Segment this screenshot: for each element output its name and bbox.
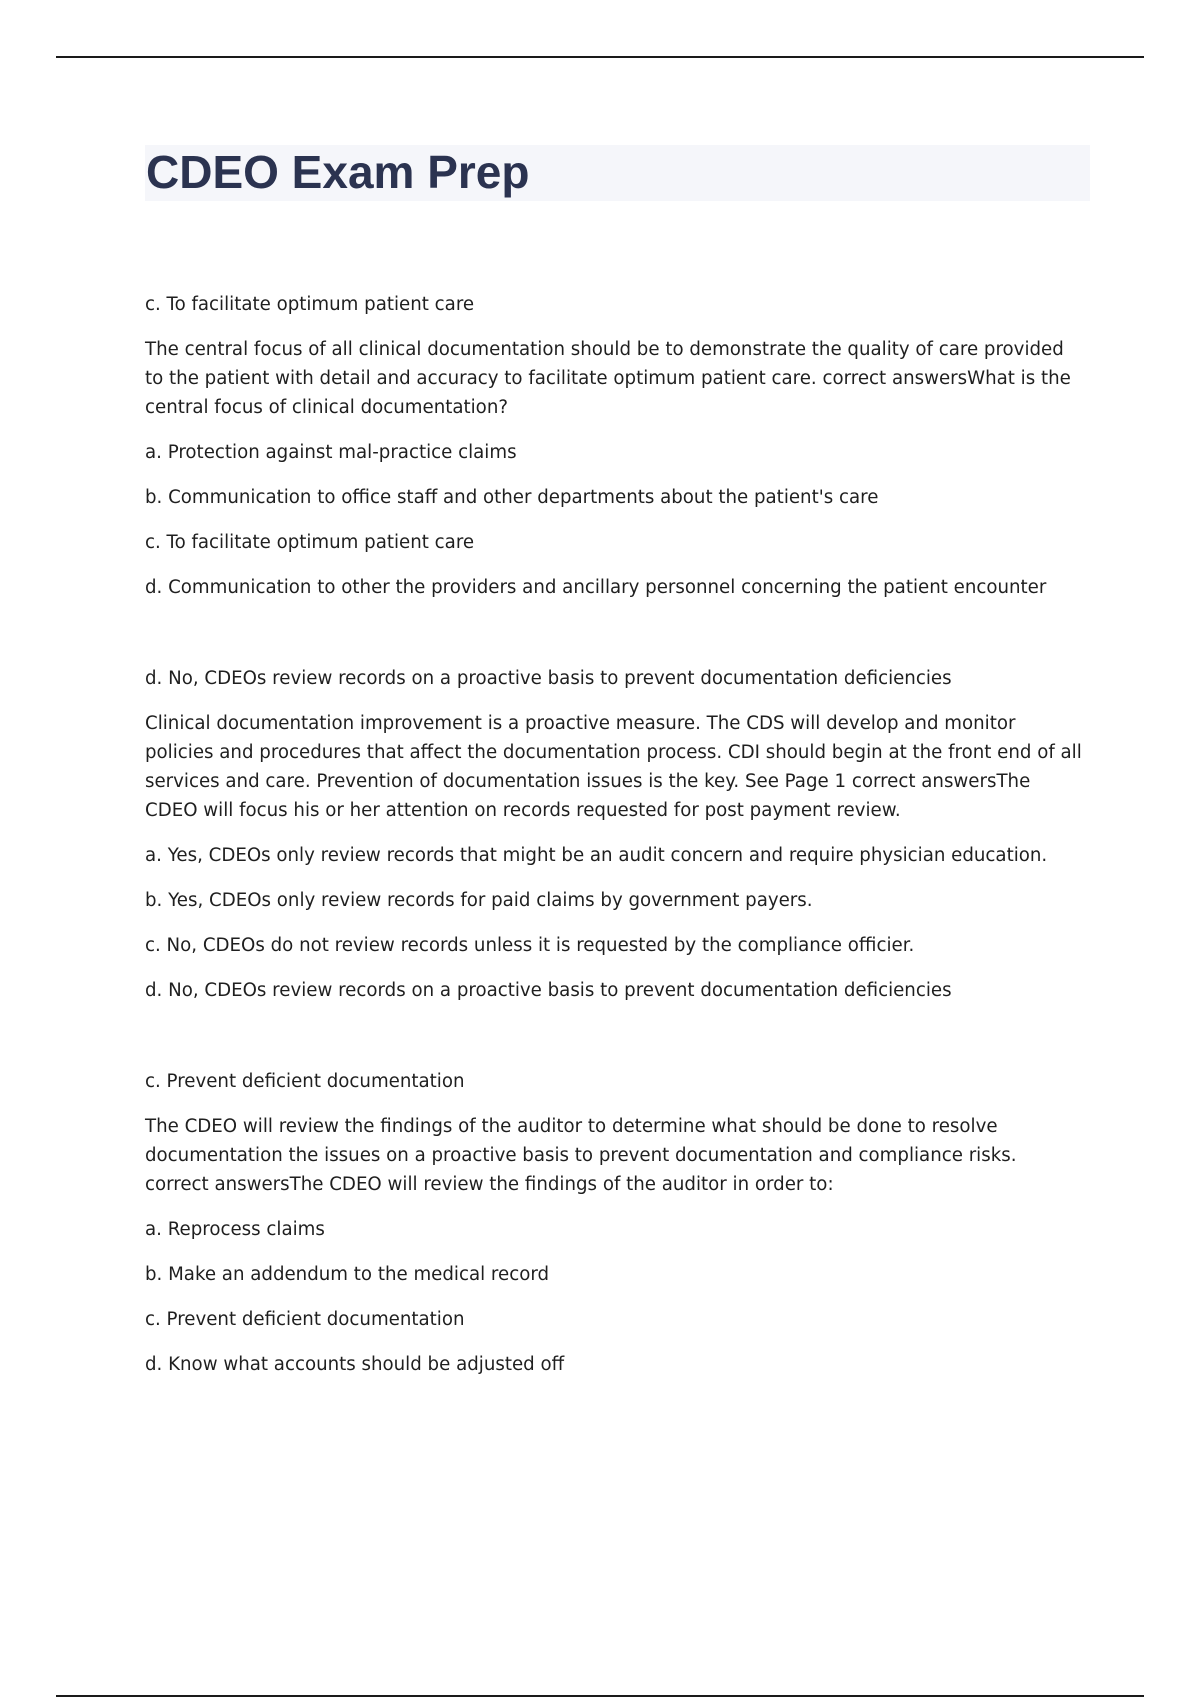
option-d: d. No, CDEOs review records on a proactive basis to prevent documentation deficiencies — [145, 980, 952, 1001]
option-d: d. Communication to other the providers and ancillary personnel concerning the patient encounter — [145, 577, 1047, 598]
answer-text: d. No, CDEOs review records on a proactive basis to prevent documentation deficiencies — [145, 668, 952, 689]
explanation-text: The CDEO will review the findings of the auditor to determine what should be done to resolve documentation the issues on a proactive basis to prevent documentation and compliance risks. correct answersThe CDEO will review the findings of the auditor in order to: — [145, 1116, 1017, 1195]
bottom-rule — [56, 1695, 1144, 1697]
question-block-1 — [145, 290, 1085, 602]
question-block-3 — [145, 1067, 1085, 1379]
option-a: a. Reprocess claims — [145, 1219, 325, 1240]
option-b: b. Yes, CDEOs only review records for paid claims by government payers. — [145, 890, 813, 911]
answer-text: c. Prevent deficient documentation — [145, 1071, 465, 1092]
option-a: a. Protection against mal-practice claims — [145, 442, 517, 463]
option-c: c. To facilitate optimum patient care — [145, 532, 475, 553]
option-b: b. Communication to office staff and other departments about the patient's care — [145, 487, 879, 508]
question-block-2 — [145, 664, 1085, 1005]
option-c: c. No, CDEOs do not review records unless it is requested by the compliance officier. — [145, 935, 915, 956]
explanation-text: Clinical documentation improvement is a proactive measure. The CDS will develop and monitor policies and procedures that affect the documentation process. CDI should begin at the front end of all services and care. Prevention of documentation issues is the key. See Page 1 correct answersThe CDEO will focus his or her attention on records requested for post payment review. — [145, 713, 1082, 821]
document-body — [145, 290, 1085, 1441]
option-b: b. Make an addendum to the medical record — [145, 1264, 550, 1285]
page-title: CDEO Exam Prep — [146, 146, 530, 198]
option-a: a. Yes, CDEOs only review records that might be an audit concern and require physician education. — [145, 845, 1048, 866]
explanation-text: The central focus of all clinical documentation should be to demonstrate the quality of care provided to the patient with detail and accuracy to facilitate optimum patient care. correct answersWhat is the central focus of clinical documentation? — [145, 339, 1071, 418]
top-rule — [56, 56, 1144, 58]
option-d: d. Know what accounts should be adjusted off — [145, 1354, 565, 1375]
answer-text: c. To facilitate optimum patient care — [145, 294, 475, 315]
option-c: c. Prevent deficient documentation — [145, 1309, 465, 1330]
